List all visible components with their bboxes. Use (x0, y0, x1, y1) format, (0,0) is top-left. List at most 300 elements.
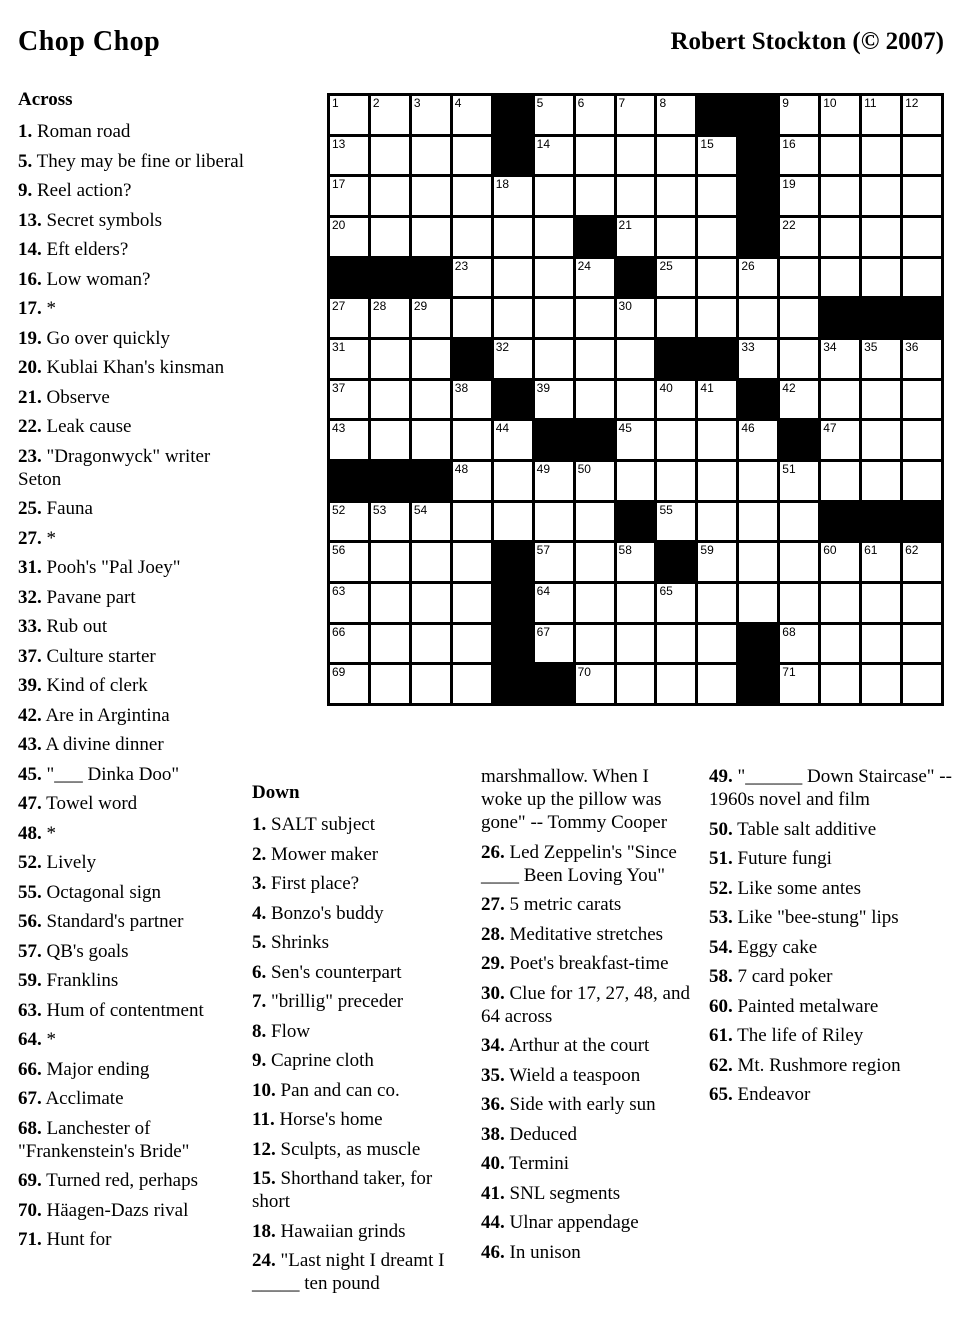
grid-cell[interactable] (453, 543, 491, 581)
grid-cell[interactable] (862, 543, 900, 581)
down-clue-36 (481, 1093, 693, 1116)
grid-cell[interactable] (657, 218, 695, 256)
down-clue-18 (252, 1220, 460, 1243)
grid-cell[interactable] (330, 299, 368, 337)
across-clue-69 (18, 1169, 250, 1192)
clue-number: 44. (481, 1212, 505, 1233)
grid-cell[interactable] (453, 625, 491, 663)
grid-cell[interactable] (535, 299, 573, 337)
grid-cell[interactable] (576, 177, 614, 215)
grid-cell[interactable] (371, 421, 409, 459)
grid-cell[interactable] (617, 665, 655, 703)
clue-number: 48. (18, 822, 42, 844)
cell-number: 50 (577, 462, 591, 476)
grid-cell[interactable] (821, 625, 859, 663)
grid-cell[interactable] (739, 462, 777, 500)
grid-cell[interactable] (535, 340, 573, 378)
clue-text: Hunt for (46, 1229, 112, 1250)
grid-cell[interactable] (330, 340, 368, 378)
down-clue-26 (481, 841, 693, 887)
clue-number: 47. (18, 793, 42, 814)
grid-cell[interactable] (535, 625, 573, 663)
clue-number: 27. (481, 894, 505, 915)
grid-cell[interactable] (617, 543, 655, 581)
grid-cell[interactable] (657, 462, 695, 500)
grid-cell[interactable] (535, 462, 573, 500)
grid-cell[interactable] (739, 340, 777, 378)
clue-text: Kublai Khan's kinsman (46, 357, 225, 378)
grid-cell[interactable] (780, 177, 818, 215)
grid-cell[interactable] (657, 177, 695, 215)
cell-number: 33 (741, 340, 755, 354)
cell-number: 43 (332, 421, 346, 436)
cell-number: 11 (864, 96, 877, 110)
cell-number: 34 (823, 340, 837, 354)
down-clues-column-2 (481, 765, 693, 1270)
grid-cell[interactable] (453, 462, 491, 500)
grid-cell[interactable] (698, 259, 736, 297)
grid-cell[interactable] (657, 299, 695, 337)
grid-cell[interactable] (780, 625, 818, 663)
cell-number: 70 (577, 665, 591, 680)
grid-cell[interactable] (739, 259, 777, 297)
grid-cell[interactable] (821, 421, 859, 459)
across-clue-27 (18, 527, 250, 550)
cell-number: 67 (536, 624, 551, 639)
grid-cell[interactable] (903, 340, 941, 378)
cell-number: 68 (782, 624, 796, 639)
grid-cell[interactable] (657, 96, 695, 134)
grid-cell[interactable] (903, 584, 941, 622)
grid-cell-black (576, 218, 614, 256)
clue-number: 27. (18, 527, 42, 549)
cell-number: 62 (905, 543, 919, 558)
grid-cell[interactable] (576, 340, 614, 378)
grid-cell[interactable] (698, 177, 736, 215)
grid-cell[interactable] (698, 543, 736, 581)
clue-text: SALT subject (271, 814, 375, 835)
clue-number: 1. (18, 121, 33, 142)
grid-cell[interactable] (453, 299, 491, 337)
clue-number: 11. (252, 1109, 275, 1130)
cell-number: 21 (618, 218, 632, 232)
grid-cell[interactable] (330, 543, 368, 581)
clue-text: Go over quickly (46, 327, 170, 349)
grid-cell[interactable] (330, 177, 368, 215)
grid-cell-black (698, 340, 736, 378)
grid-cell[interactable] (821, 137, 859, 175)
grid-cell-black (494, 625, 532, 663)
cell-number: 53 (372, 502, 387, 517)
grid-cell[interactable] (739, 421, 777, 459)
across-clue-22 (18, 415, 250, 438)
cell-number: 14 (536, 136, 551, 151)
grid-cell[interactable] (453, 259, 491, 297)
cell-number: 41 (700, 380, 714, 395)
across-clue-25 (18, 497, 250, 520)
grid-cell[interactable] (576, 625, 614, 663)
clue-text: Painted metalware (737, 995, 879, 1017)
grid-cell[interactable] (903, 177, 941, 215)
clue-text: 5 metric carats (509, 894, 622, 915)
grid-cell[interactable] (780, 665, 818, 703)
grid-cell[interactable] (617, 462, 655, 500)
grid-cell[interactable] (780, 584, 818, 622)
grid-cell[interactable] (903, 543, 941, 581)
grid-cell[interactable] (371, 503, 409, 541)
grid-cell[interactable] (453, 421, 491, 459)
grid-cell[interactable] (657, 421, 695, 459)
clue-number: 17. (18, 298, 42, 319)
grid-cell[interactable] (821, 665, 859, 703)
grid-cell[interactable] (903, 259, 941, 297)
grid-cell[interactable] (780, 381, 818, 419)
grid-cell[interactable] (862, 665, 900, 703)
grid-cell[interactable] (412, 340, 450, 378)
clue-number: 5. (18, 150, 33, 172)
grid-cell-black (821, 503, 859, 541)
cell-number: 61 (864, 543, 878, 558)
grid-cell[interactable] (576, 259, 614, 297)
grid-cell[interactable] (903, 462, 941, 500)
grid-cell[interactable] (330, 584, 368, 622)
grid-cell[interactable] (657, 625, 695, 663)
grid-cell[interactable] (412, 381, 450, 419)
grid-cell[interactable] (780, 503, 818, 541)
grid-cell-black (739, 137, 777, 175)
grid-cell[interactable] (371, 218, 409, 256)
grid-cell[interactable] (535, 177, 573, 215)
grid-cell[interactable] (617, 299, 655, 337)
grid-cell[interactable] (739, 543, 777, 581)
grid-cell[interactable] (412, 543, 450, 581)
grid-cell[interactable] (698, 299, 736, 337)
grid-cell[interactable] (862, 218, 900, 256)
grid-cell[interactable] (821, 177, 859, 215)
grid-cell[interactable] (903, 665, 941, 703)
grid-cell[interactable] (576, 503, 614, 541)
grid-cell[interactable] (494, 218, 532, 256)
grid-cell[interactable] (535, 381, 573, 419)
grid-cell[interactable] (617, 218, 655, 256)
clue-text: Eggy cake (737, 936, 818, 958)
grid-cell[interactable] (780, 96, 818, 134)
grid-cell[interactable] (780, 340, 818, 378)
grid-cell[interactable] (535, 218, 573, 256)
clue-number: 31. (18, 557, 42, 578)
down-clue-24 (252, 1249, 460, 1295)
grid-cell[interactable] (903, 381, 941, 419)
grid-cell[interactable] (821, 96, 859, 134)
clue-text: Lively (46, 852, 97, 873)
grid-cell[interactable] (862, 259, 900, 297)
grid-cell[interactable] (862, 584, 900, 622)
cell-number: 69 (332, 665, 346, 680)
down-clue-4 (252, 902, 460, 925)
across-clue-63 (18, 999, 250, 1022)
grid-cell[interactable] (821, 259, 859, 297)
grid-cell[interactable] (821, 381, 859, 419)
grid-cell[interactable] (862, 462, 900, 500)
grid-cell[interactable] (617, 137, 655, 175)
grid-cell[interactable] (412, 137, 450, 175)
across-clue-1 (18, 120, 250, 143)
grid-cell[interactable] (576, 299, 614, 337)
grid-cell[interactable] (698, 584, 736, 622)
cell-number: 57 (536, 543, 551, 558)
across-clue-67 (18, 1087, 250, 1110)
clue-text: Pavane part (46, 586, 136, 608)
grid-cell[interactable] (821, 584, 859, 622)
grid-cell[interactable] (780, 462, 818, 500)
cell-number: 10 (823, 96, 837, 110)
grid-cell[interactable] (739, 503, 777, 541)
grid-cell[interactable] (821, 462, 859, 500)
grid-cell[interactable] (739, 584, 777, 622)
clue-text: Are in Argintina (45, 704, 170, 726)
grid-cell[interactable] (371, 543, 409, 581)
clue-text: Mt. Rushmore region (737, 1054, 901, 1076)
cell-number: 20 (332, 218, 346, 232)
grid-cell-black (371, 259, 409, 297)
grid-cell-black (739, 177, 777, 215)
grid-cell[interactable] (412, 299, 450, 337)
grid-cell[interactable] (453, 503, 491, 541)
grid-cell[interactable] (780, 137, 818, 175)
grid-cell[interactable] (862, 381, 900, 419)
clue-number: 10. (252, 1079, 276, 1101)
grid-cell[interactable] (657, 584, 695, 622)
clue-text: * (46, 822, 56, 844)
grid-cell[interactable] (576, 462, 614, 500)
grid-cell[interactable] (371, 340, 409, 378)
across-clue-32 (18, 586, 250, 609)
grid-cell[interactable] (494, 503, 532, 541)
grid-cell[interactable] (576, 665, 614, 703)
grid-cell[interactable] (371, 96, 409, 134)
grid-cell[interactable] (453, 177, 491, 215)
grid-cell[interactable] (494, 259, 532, 297)
grid-cell[interactable] (330, 381, 368, 419)
down-clue-38 (481, 1123, 693, 1146)
grid-cell[interactable] (453, 218, 491, 256)
grid-cell[interactable] (453, 584, 491, 622)
clue-text: Pan and can co. (280, 1079, 400, 1101)
grid-cell[interactable] (412, 421, 450, 459)
grid-cell[interactable] (330, 665, 368, 703)
grid-cell-black (576, 421, 614, 459)
grid-cell[interactable] (862, 625, 900, 663)
grid-cell[interactable] (412, 503, 450, 541)
grid-cell[interactable] (535, 543, 573, 581)
grid-cell[interactable] (371, 177, 409, 215)
grid-cell[interactable] (698, 665, 736, 703)
clue-text: Low woman? (46, 268, 151, 290)
grid-cell[interactable] (453, 381, 491, 419)
grid-cell[interactable] (412, 584, 450, 622)
clue-text: Mower maker (271, 843, 379, 865)
grid-cell[interactable] (862, 137, 900, 175)
grid-cell[interactable] (657, 665, 695, 703)
grid-cell[interactable] (698, 503, 736, 541)
across-clue-70 (18, 1199, 250, 1222)
grid-cell[interactable] (698, 625, 736, 663)
grid-cell[interactable] (371, 584, 409, 622)
down-clue-list-2 (481, 765, 693, 1264)
grid-cell[interactable] (657, 259, 695, 297)
grid-cell[interactable] (903, 625, 941, 663)
grid-cell[interactable] (617, 421, 655, 459)
grid-cell[interactable] (617, 340, 655, 378)
grid-cell[interactable] (821, 340, 859, 378)
grid-cell[interactable] (330, 137, 368, 175)
grid-cell[interactable] (412, 665, 450, 703)
grid-cell[interactable] (903, 137, 941, 175)
grid-cell[interactable] (657, 381, 695, 419)
grid-cell[interactable] (698, 137, 736, 175)
grid-cell[interactable] (371, 625, 409, 663)
grid-cell[interactable] (617, 625, 655, 663)
clue-text: Sen's counterpart (271, 961, 402, 983)
clue-text: "______ Down Staircase" -- 1960s novel and film (709, 766, 952, 810)
clue-number: 43. (18, 734, 42, 755)
across-clue-20 (18, 356, 250, 379)
across-clue-57 (18, 940, 250, 963)
grid-cell[interactable] (862, 340, 900, 378)
cell-number: 56 (332, 543, 346, 558)
grid-cell[interactable] (657, 503, 695, 541)
grid-cell[interactable] (862, 177, 900, 215)
down-heading: Down (252, 782, 300, 803)
grid-cell[interactable] (494, 462, 532, 500)
grid-cell[interactable] (371, 665, 409, 703)
clue-number: 3. (252, 873, 267, 894)
grid-cell[interactable] (494, 177, 532, 215)
down-clues-column-1 (252, 781, 460, 1302)
grid-cell[interactable] (412, 177, 450, 215)
grid-cell[interactable] (780, 299, 818, 337)
clue-text: QB's goals (46, 940, 129, 962)
grid-cell[interactable] (412, 96, 450, 134)
grid-cell[interactable] (330, 503, 368, 541)
grid-cell[interactable] (862, 421, 900, 459)
grid-cell[interactable] (371, 137, 409, 175)
grid-cell[interactable] (903, 421, 941, 459)
grid-cell[interactable] (576, 543, 614, 581)
grid-cell[interactable] (330, 421, 368, 459)
clue-text: Hawaiian grinds (280, 1220, 406, 1242)
clue-text: Future fungi (737, 848, 832, 869)
grid-cell[interactable] (412, 625, 450, 663)
grid-cell[interactable] (698, 218, 736, 256)
grid-cell[interactable] (862, 96, 900, 134)
grid-cell[interactable] (739, 299, 777, 337)
grid-cell[interactable] (330, 218, 368, 256)
grid-cell[interactable] (576, 137, 614, 175)
down-clue-49 (709, 765, 954, 811)
grid-cell[interactable] (576, 381, 614, 419)
cell-number: 46 (741, 421, 755, 436)
clue-number: 45. (18, 763, 42, 785)
grid-cell[interactable] (780, 259, 818, 297)
down-clue-28 (481, 923, 693, 946)
clue-number: 71. (18, 1229, 42, 1250)
grid-cell[interactable] (698, 381, 736, 419)
grid-cell[interactable] (617, 381, 655, 419)
cell-number: 24 (577, 258, 591, 273)
grid-cell[interactable] (698, 462, 736, 500)
grid-cell[interactable] (453, 96, 491, 134)
grid-cell[interactable] (535, 259, 573, 297)
grid-cell-black (862, 503, 900, 541)
grid-cell[interactable] (535, 503, 573, 541)
clue-number: 19. (18, 327, 42, 349)
down-clue-10 (252, 1079, 460, 1102)
grid-cell[interactable] (617, 584, 655, 622)
clue-number: 55. (18, 881, 42, 903)
grid-cell[interactable] (821, 218, 859, 256)
grid-cell[interactable] (330, 96, 368, 134)
grid-cell[interactable] (494, 340, 532, 378)
grid-cell[interactable] (371, 381, 409, 419)
grid-cell[interactable] (494, 299, 532, 337)
grid-cell[interactable] (371, 299, 409, 337)
clue-text: Major ending (46, 1058, 150, 1080)
grid-cell[interactable] (494, 421, 532, 459)
cell-number: 51 (782, 462, 796, 476)
cell-number: 13 (332, 136, 346, 151)
clue-text: Shrinks (271, 932, 330, 953)
cell-number: 54 (413, 502, 428, 517)
grid-cell[interactable] (412, 218, 450, 256)
grid-cell[interactable] (903, 218, 941, 256)
down-clue-1 (252, 813, 460, 836)
grid-cell[interactable] (453, 665, 491, 703)
across-clue-64 (18, 1028, 250, 1051)
down-clue-46 (481, 1241, 693, 1264)
clue-number: 16. (18, 268, 42, 290)
clue-text: "Last night I dreamt I _____ ten pound (252, 1250, 445, 1294)
grid-cell[interactable] (821, 543, 859, 581)
across-clue-42 (18, 704, 250, 727)
grid-cell[interactable] (576, 584, 614, 622)
cell-number: 39 (536, 380, 551, 395)
grid-cell[interactable] (617, 177, 655, 215)
grid-cell-black (862, 299, 900, 337)
clue-number: 64. (18, 1029, 42, 1050)
grid-cell[interactable] (657, 137, 695, 175)
clue-number: 61. (709, 1025, 733, 1046)
grid-cell[interactable] (903, 96, 941, 134)
grid-cell[interactable] (330, 625, 368, 663)
clue-text: Lanchester of "Frankenstein's Bride" (18, 1117, 190, 1162)
across-clue-43 (18, 733, 250, 756)
down-clue-34 (481, 1034, 693, 1057)
grid-cell-black (780, 421, 818, 459)
grid-cell[interactable] (535, 96, 573, 134)
grid-cell[interactable] (453, 137, 491, 175)
grid-cell[interactable] (698, 421, 736, 459)
grid-cell[interactable] (780, 218, 818, 256)
grid-cell[interactable] (535, 137, 573, 175)
down-clue-5 (252, 931, 460, 954)
grid-cell[interactable] (535, 584, 573, 622)
grid-cell[interactable] (780, 543, 818, 581)
clue-number: 14. (18, 239, 42, 260)
grid-cell[interactable] (617, 96, 655, 134)
clue-text: Towel word (46, 793, 138, 814)
grid-cell[interactable] (576, 96, 614, 134)
